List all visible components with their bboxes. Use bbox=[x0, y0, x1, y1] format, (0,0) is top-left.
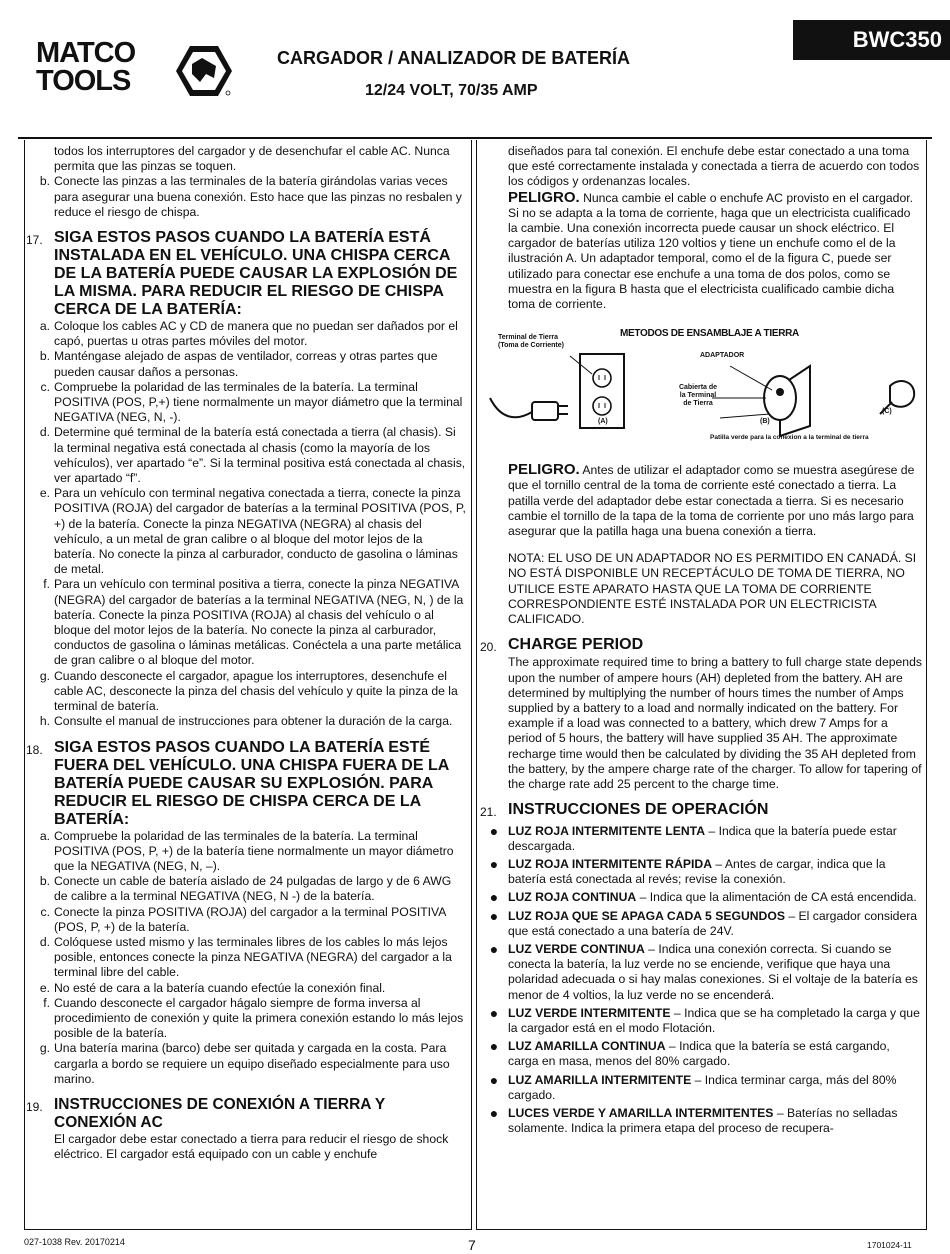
list-text: Una batería marina (barco) debe ser quitada y cargada en la costa. Para cargarla a bordo se requiere un equipo diseñado especialmente para uso marino. bbox=[54, 1041, 450, 1086]
list-item bbox=[26, 349, 466, 379]
list-item bbox=[480, 824, 923, 854]
footer-part-number: 1701024-11 bbox=[867, 1240, 912, 1250]
bullet-term: LUZ VERDE INTERMITENTE bbox=[508, 1005, 671, 1020]
figure-caption: Patilla verde para la conexion a la terminal de tierra bbox=[710, 434, 869, 442]
list-marker: h. bbox=[39, 714, 50, 729]
list-text: Conecte un cable de batería aislado de 24 pulgadas de largo y de 6 AWG de calibre a la terminal NEGATIVA (NEG, N -) de la batería. bbox=[54, 874, 452, 904]
list-item bbox=[26, 1041, 466, 1087]
list-text: Conecte la pinza POSITIVA (ROJA) del cargador a la terminal POSITIVA (POS, P, +) de la batería. bbox=[54, 904, 446, 934]
list-item bbox=[480, 857, 923, 887]
list-marker: e. bbox=[39, 980, 50, 995]
figure-label-b: (B) bbox=[760, 418, 770, 426]
list-item bbox=[26, 829, 466, 875]
bullet-icon: ● bbox=[489, 1071, 499, 1088]
section-number: 19. bbox=[26, 1099, 43, 1114]
section-number: 17. bbox=[26, 233, 43, 248]
section-heading: INSTRUCCIONES DE CONEXIÓN A TIERRA Y CONEXIÓN AC bbox=[54, 1095, 385, 1131]
left-column bbox=[26, 144, 466, 1162]
list-item bbox=[26, 669, 466, 715]
section-18-list bbox=[26, 829, 466, 1087]
list-item bbox=[480, 1039, 923, 1069]
section-19 bbox=[26, 1096, 466, 1132]
bullet-text: – Indica que la batería puede estar descargada. bbox=[508, 823, 897, 853]
page-number: 7 bbox=[468, 1237, 476, 1253]
list-marker: f. bbox=[43, 995, 50, 1010]
list-item bbox=[26, 714, 466, 729]
canada-note: NOTA: EL USO DE UN ADAPTADOR NO ES PERMITIDO EN CANADÁ. SI NO ESTÁ DISPONIBLE UN RECEPTÁCULO DE TOMA DE TIERRA, NO UTILICE ESTE APARATO HASTA QUE LA TOMA DE CORRIENTE CORRESPONDIENTE ESTÉ INSTALADA POR UN ELECTRICISTA CALIFICADO. bbox=[508, 551, 917, 627]
bullet-term: LUZ AMARILLA CONTINUA bbox=[508, 1039, 666, 1054]
section-number: 21. bbox=[480, 805, 497, 820]
document-title: CARGADOR / ANALIZADOR DE BATERÍA bbox=[277, 48, 630, 68]
model-badge: BWC350 bbox=[793, 20, 950, 60]
continued-paragraph: diseñados para tal conexión. El enchufe debe estar conectado a una toma que esté correctamente instalada y conectada a tierra de acuerdo con todos los códigos y ordenanzas locales. bbox=[508, 144, 920, 189]
list-text: Cuando desconecte el cargador hágalo siempre de forma inversa al procedimiento de conexión y quite la primera conexión estando lo más lejos posible de la batería. bbox=[54, 995, 464, 1041]
indicator-list bbox=[480, 824, 923, 1137]
bullet-term: LUZ VERDE CONTINUA bbox=[508, 941, 645, 956]
bullet-text: – Indica terminar carga, más del 80% cargado. bbox=[508, 1072, 897, 1102]
list-text: Para un vehículo con terminal positiva a tierra, conecte la pinza NEGATIVA (NEGRA) del cargador de baterías a la terminal NEGATIVA (NEG, N, ) de la batería. Conecte la pinza POSITIVA (ROJA) al chasis del vehículo o al bloque del motor lejos de la batería. No conecte la pinza al carburador, conductos de gasolina o láminas metálicas. Conéctela a una parte metálica de gran calibre o al bloque del motor. bbox=[54, 577, 464, 668]
list-marker: g. bbox=[39, 668, 50, 683]
section-heading: CHARGE PERIOD bbox=[508, 636, 644, 654]
list-item bbox=[26, 380, 466, 426]
list-text: Manténgase alejado de aspas de ventilador, correas y otras partes que pueden causar daños a personas. bbox=[54, 349, 438, 379]
bullet-icon: ● bbox=[489, 1004, 499, 1021]
bullet-term: LUZ ROJA INTERMITENTE RÁPIDA bbox=[508, 856, 713, 871]
header-rule bbox=[18, 137, 932, 139]
list-marker: c. bbox=[40, 904, 50, 919]
list-item bbox=[480, 1006, 923, 1036]
list-text: Coloque los cables AC y CD de manera que no puedan ser dañados por el capó, puertas u otras partes móviles del motor. bbox=[54, 319, 458, 349]
section-heading: SIGA ESTOS PASOS CUANDO LA BATERÍA ESTÉ FUERA DEL VEHÍCULO. UNA CHISPA FUERA DE LA BATERÍA PUEDE CAUSAR SU EXPLOSIÓN. PARA REDUCIR EL RIESGO DE CHISPA CERCA DE LA BATERÍA: bbox=[54, 738, 449, 828]
section-heading: SIGA ESTOS PASOS CUANDO LA BATERÍA ESTÁ INSTALADA EN EL VEHÍCULO. UNA CHISPA CERCA DE LA BATERÍA PUEDE CAUSAR LA EXPLOSIÓN DE LA MISMA. PARA REDUCIR EL RIESGO DE CHISPA CERCA DE LA BATERÍA: bbox=[54, 229, 458, 319]
list-item bbox=[480, 942, 923, 1003]
list-text: Para un vehículo con terminal negativa conectada a tierra, conecte la pinza POSITIVA (ROJA) del cargador de baterías a la terminal POSITIVA (POS, P, +) de la batería. Conecte la pinza NEGATIVA (NEGRA) al chasis del vehículo, a un metal de gran calibre o al bloque del motor lejos de la batería. No conecte la pinza al carburador, conducto de gasolina o láminas de metal. bbox=[54, 486, 466, 577]
section-17 bbox=[26, 229, 466, 319]
right-column bbox=[480, 144, 923, 1136]
bullet-icon: ● bbox=[489, 855, 499, 872]
figure-label-ground: Terminal de Tierra (Toma de Corriente) bbox=[498, 334, 564, 350]
list-item bbox=[480, 1073, 923, 1103]
list-item bbox=[26, 486, 466, 577]
section-heading: INSTRUCCIONES DE OPERACIÓN bbox=[508, 801, 769, 819]
grounding-methods-figure bbox=[480, 326, 923, 454]
list-marker: b. bbox=[39, 174, 50, 189]
intro-item-b bbox=[26, 174, 466, 220]
list-marker: b. bbox=[39, 349, 50, 364]
list-text: Colóquese usted mismo y las terminales libres de los cables lo más lejos posible, entonces conecte la pinza NEGATIVA (NEGRA) del cargador a la terminal libre del cable. bbox=[54, 934, 452, 980]
list-text: Compruebe la polaridad de las terminales de la batería. La terminal POSITIVA (POS, P, +) de la batería tiene normalmente un mayor diámetro que la NEGATIVA (NEG, N, –). bbox=[54, 828, 454, 873]
bullet-text: – El cargador considera que está conectado a una batería de 24V. bbox=[508, 908, 918, 938]
list-item bbox=[480, 1106, 923, 1136]
list-item bbox=[26, 319, 466, 349]
bullet-icon: ● bbox=[489, 940, 499, 957]
list-text: Cuando desconecte el cargador, apague los interruptores, desenchufe el cable AC, desconecte la pinza del chasis del vehículo y quite la pinza de la terminal de batería. bbox=[54, 668, 458, 714]
bullet-icon: ● bbox=[489, 1104, 499, 1121]
logo-word-matco: MATCO bbox=[36, 37, 136, 69]
list-text: Conecte las pinzas a las terminales de la batería girándolas varias veces para asegurar una buena conexión. Esto hace que las pinzas no resbalen y reduce el riesgo de chispa. bbox=[54, 174, 462, 219]
list-text: No esté de cara a la batería cuando efectúe la conexión final. bbox=[54, 980, 386, 995]
bullet-text: – Indica que la alimentación de CA está encendida. bbox=[636, 890, 917, 905]
list-marker: d. bbox=[39, 425, 50, 440]
bullet-term: LUCES VERDE Y AMARILLA INTERMITENTES bbox=[508, 1105, 774, 1120]
list-marker: c. bbox=[40, 379, 50, 394]
list-item bbox=[26, 874, 466, 904]
list-marker: a. bbox=[39, 319, 50, 334]
section-21 bbox=[480, 801, 923, 820]
matco-tools-logo bbox=[36, 38, 241, 100]
list-item bbox=[26, 905, 466, 935]
bullet-icon: ● bbox=[489, 889, 499, 906]
figure-label-adapter: ADAPTADOR bbox=[700, 352, 745, 360]
list-item bbox=[480, 909, 923, 939]
figure-label-a: (A) bbox=[598, 418, 608, 426]
danger-paragraph-1 bbox=[480, 190, 923, 313]
bullet-term: LUZ ROJA CONTINUA bbox=[508, 890, 637, 905]
bullet-term: LUZ ROJA INTERMITENTE LENTA bbox=[508, 823, 706, 838]
section-number: 18. bbox=[26, 742, 43, 757]
list-marker: f. bbox=[43, 577, 50, 592]
section-20 bbox=[480, 636, 923, 655]
list-item bbox=[26, 425, 466, 486]
bullet-icon: ● bbox=[489, 907, 499, 924]
list-marker: a. bbox=[39, 828, 50, 843]
list-marker: e. bbox=[39, 486, 50, 501]
list-text: Compruebe la polaridad de las terminales de la batería. La terminal POSITIVA (POS, P,+) tiene normalmente un mayor diámetro que la terminal NEGATIVA (NEG, N, -). bbox=[54, 379, 463, 425]
footer-doc-number: 027-1038 Rev. 20170214 bbox=[24, 1237, 125, 1247]
section-number: 20. bbox=[480, 640, 497, 655]
bullet-text: – Indica que se ha completado la carga y que la cargador está en el modo Flotación. bbox=[508, 1005, 920, 1035]
document-subtitle: 12/24 VOLT, 70/35 AMP bbox=[365, 82, 538, 99]
list-marker: d. bbox=[39, 934, 50, 949]
bullet-icon: ● bbox=[489, 1038, 499, 1055]
list-text: Determine qué terminal de la batería está conectada a tierra (al chasis). Si la terminal negativa está conectada al chasis (como la mayoría de los vehículos), ver apartado “e”. Si la terminal positiva está conectada al chasis, ver apartado “f”. bbox=[54, 425, 466, 486]
section-19-text: El cargador debe estar conectado a tierra para reducir el riesgo de shock eléctrico. El cargador está equipado con un cable y enchufe bbox=[54, 1131, 449, 1162]
figure-label-c: (C) bbox=[882, 408, 892, 416]
danger-label: PELIGRO. bbox=[508, 461, 580, 479]
list-text: Consulte el manual de instrucciones para obtener la duración de la carga. bbox=[54, 714, 453, 729]
list-item bbox=[26, 577, 466, 668]
list-marker: b. bbox=[39, 874, 50, 889]
bullet-term: LUZ ROJA QUE SE APAGA CADA 5 SEGUNDOS bbox=[508, 908, 785, 923]
list-item bbox=[26, 996, 466, 1042]
section-20-text: The approximate required time to bring a battery to full charge state depends upon the number of ampere hours (AH) depleted from the battery. AH are determined by multiplying the number of hours times the number of Amps supplied by a battery to a load and normally indicated on the battery. For example if a load was connected to a battery, which drew 7 Amps for a period of 5 hours, the battery will have supplied 35 AH. The approximate recharge time would then be calculated by dividing the 35 AH depleted from the battery, by the ampere charge rate of the charger. To allow for tapering of the charge rate add 25 percent to the charge time. bbox=[508, 655, 922, 792]
bullet-term: LUZ AMARILLA INTERMITENTE bbox=[508, 1072, 692, 1087]
intro-paragraph: todos los interruptores del cargador y de desenchufar el cable AC. Nunca permita que las pinzas se toquen. bbox=[54, 144, 450, 174]
list-item bbox=[480, 890, 923, 905]
danger-text: Antes de utilizar el adaptador como se muestra asegúrese de que el tornillo central de la toma de corriente esté conectado a tierra. La patilla verde del adaptador debe estar conectada a tierra. Si es necesario cambie el tornillo de la tapa de la toma de corriente por uno más largo para asegurar que la patilla haga una buena conexión a tierra. bbox=[508, 463, 915, 539]
figure-title: METODOS DE ENSAMBLAJE A TIERRA bbox=[620, 328, 799, 340]
bullet-text: – Indica una conexión correcta. Si cuando se conecta la batería, la luz verde no se enciende, verifique que haya una polaridad adecuada o si hay malas conexiones. Si el voltaje de la batería es menor de 4 voltios, la luz verde no se encenderá. bbox=[508, 941, 918, 1002]
list-item bbox=[26, 981, 466, 996]
figure-label-cable: Cabierta de la Terminal de Tierra bbox=[678, 384, 718, 408]
section-18 bbox=[26, 739, 466, 829]
section-17-list bbox=[26, 319, 466, 729]
bullet-text: – Antes de cargar, indica que la batería está conectada al revés; revise la conexión. bbox=[508, 856, 886, 887]
logo-emblem-icon bbox=[174, 44, 234, 98]
danger-text: Nunca cambie el cable o enchufe AC provisto en el cargador. Si no se adapta a la toma de corriente, haga que un electricista cualificado la cambie. Una conexión incorrecta puede causar un shock eléctrico. El cargador de baterías utiliza 120 voltios y tiene un enchufe como el de la ilustración A. Un adaptador temporal, como el de la figura C, puede ser utilizado para conectar ese enchufe a una toma de dos polos, como se muestra en la figura B hasta que el electricista cualificado cambie dicha toma de corriente. bbox=[508, 190, 914, 312]
list-marker: g. bbox=[39, 1041, 50, 1056]
logo-word-tools: TOOLS bbox=[36, 65, 131, 97]
list-item bbox=[26, 935, 466, 981]
bullet-icon: ● bbox=[489, 822, 499, 839]
bullet-text: – Baterías no selladas solamente. Indica la primera etapa del proceso de recupera- bbox=[508, 1105, 898, 1136]
danger-paragraph-2 bbox=[480, 462, 923, 539]
danger-label: PELIGRO. bbox=[508, 188, 580, 206]
bullet-text: – Indica que la batería se está cargando, carga en masa, menos del 80% cargado. bbox=[508, 1039, 890, 1069]
